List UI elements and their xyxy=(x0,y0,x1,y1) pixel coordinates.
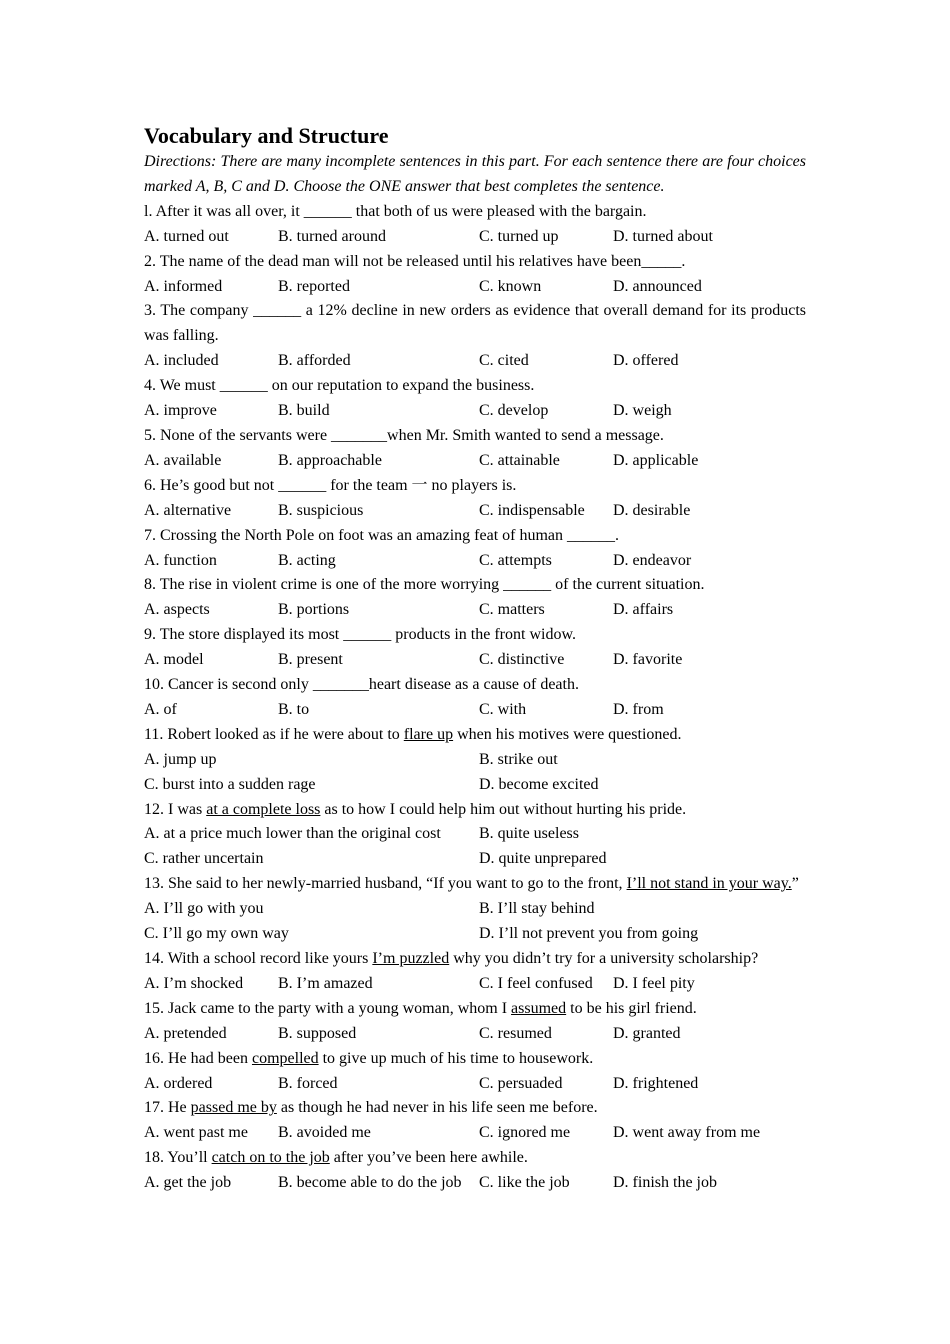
option-row xyxy=(144,748,806,773)
option-row xyxy=(144,822,806,847)
answer-option: A. informed xyxy=(144,277,223,295)
document-page xyxy=(144,122,806,1196)
answer-option: B. supposed xyxy=(278,1024,357,1042)
answer-option: A. aspects xyxy=(144,601,210,619)
answer-option: A. went past me xyxy=(144,1124,248,1142)
option-row xyxy=(144,349,806,374)
answer-option: D. I feel pity xyxy=(613,974,695,992)
answer-option: D. favorite xyxy=(613,651,683,669)
question-text: l. After it was all over, it ______ that both of us were pleased with the bargain. xyxy=(144,202,647,220)
option-row xyxy=(144,499,806,524)
underlined-phrase: catch on to the job xyxy=(211,1149,330,1167)
answer-option: C. cited xyxy=(479,352,529,370)
question-stem xyxy=(144,673,806,698)
question-text-end: when his motives were questioned. xyxy=(453,725,682,743)
question-item xyxy=(144,573,806,623)
option-row xyxy=(144,972,806,997)
option-row xyxy=(144,922,806,947)
answer-option: A. I’ll go with you xyxy=(144,900,264,918)
question-item xyxy=(144,947,806,997)
question-text-end: to be his girl friend. xyxy=(566,999,697,1017)
option-row xyxy=(144,549,806,574)
answer-option: A. turned out xyxy=(144,227,229,245)
underlined-phrase: passed me by xyxy=(190,1099,277,1117)
answer-option: C. with xyxy=(479,700,527,718)
question-text: 8. The rise in violent crime is one of the more worrying ______ of the current situation. xyxy=(144,576,705,594)
answer-option: A. available xyxy=(144,451,222,469)
answer-option: A. at a price much lower than the original cost xyxy=(144,825,441,843)
option-row xyxy=(144,847,806,872)
option-row xyxy=(144,1121,806,1146)
question-item xyxy=(144,299,806,374)
question-text-end: to give up much of his time to housework. xyxy=(318,1049,594,1067)
answer-option: C. burst into a sudden rage xyxy=(144,775,316,793)
option-row xyxy=(144,598,806,623)
question-item xyxy=(144,1047,806,1097)
question-stem xyxy=(144,474,806,499)
answer-option: D. quite unprepared xyxy=(479,850,607,868)
question-text-end: as to how I could help him out without hurting his pride. xyxy=(320,800,687,818)
answer-option: B. to xyxy=(278,700,310,718)
question-stem xyxy=(144,1146,806,1171)
question-stem xyxy=(144,947,806,972)
option-row xyxy=(144,449,806,474)
answer-option: D. finish the job xyxy=(613,1174,717,1192)
question-text: 3. The company ______ a 12% decline in new orders as evidence that overall demand for its products was falling. xyxy=(144,302,806,345)
answer-option: A. model xyxy=(144,651,204,669)
answer-option: D. turned about xyxy=(613,227,713,245)
question-item xyxy=(144,798,806,873)
question-text: 10. Cancer is second only _______heart disease as a cause of death. xyxy=(144,676,579,694)
question-stem xyxy=(144,299,806,349)
answer-option: A. pretended xyxy=(144,1024,227,1042)
answer-option: A. alternative xyxy=(144,501,232,519)
underlined-phrase: flare up xyxy=(403,725,454,743)
question-item xyxy=(144,623,806,673)
question-stem xyxy=(144,424,806,449)
answer-option: D. offered xyxy=(613,352,679,370)
answer-option: D. applicable xyxy=(613,451,699,469)
answer-option: B. afforded xyxy=(278,352,351,370)
directions-text: Directions: There are many incomplete sentences in this part. For each sentence there are four choices marked A, B, C and D. Choose the ONE answer that best completes the sentence. xyxy=(144,153,806,195)
answer-option: C. attempts xyxy=(479,551,552,569)
question-text: 5. None of the servants were _______when Mr. Smith wanted to send a message. xyxy=(144,426,664,444)
option-row xyxy=(144,648,806,673)
question-stem xyxy=(144,1047,806,1072)
answer-option: A. included xyxy=(144,352,219,370)
answer-option: A. I’m shocked xyxy=(144,974,244,992)
question-item xyxy=(144,424,806,474)
question-text-end: as though he had never in his life seen me before. xyxy=(276,1099,598,1117)
answer-option: A. of xyxy=(144,700,177,718)
answer-option: B. forced xyxy=(278,1074,338,1092)
answer-option: B. reported xyxy=(278,277,350,295)
answer-option: C. I feel confused xyxy=(479,974,593,992)
question-stem xyxy=(144,623,806,648)
question-item xyxy=(144,1146,806,1196)
answer-option: B. build xyxy=(278,402,330,420)
answer-option: D. I’ll not prevent you from going xyxy=(479,925,699,943)
answer-option: B. acting xyxy=(278,551,336,569)
question-item xyxy=(144,997,806,1047)
question-text-end: after you’ve been here awhile. xyxy=(329,1149,528,1167)
question-stem xyxy=(144,374,806,399)
section-title: Vocabulary and Structure xyxy=(144,123,389,148)
underlined-phrase: at a complete loss xyxy=(206,800,321,818)
question-stem xyxy=(144,573,806,598)
question-text: 17. He xyxy=(144,1099,191,1117)
option-row xyxy=(144,698,806,723)
answer-option: D. weigh xyxy=(613,402,672,420)
answer-option: B. strike out xyxy=(479,750,558,768)
option-row xyxy=(144,225,806,250)
answer-option: D. endeavor xyxy=(613,551,692,569)
question-text: 11. Robert looked as if he were about to xyxy=(144,725,404,743)
underlined-phrase: compelled xyxy=(251,1049,319,1067)
answer-option: A. improve xyxy=(144,402,217,420)
underlined-phrase: assumed xyxy=(511,999,567,1017)
question-text: 4. We must ______ on our reputation to expand the business. xyxy=(144,377,535,395)
question-stem xyxy=(144,200,806,225)
answer-option: B. become able to do the job xyxy=(278,1174,462,1192)
answer-option: D. affairs xyxy=(613,601,674,619)
question-stem xyxy=(144,1096,806,1121)
question-stem xyxy=(144,524,806,549)
answer-option: C. persuaded xyxy=(479,1074,563,1092)
option-row xyxy=(144,399,806,424)
question-item xyxy=(144,474,806,524)
answer-option: B. present xyxy=(278,651,343,669)
answer-option: A. function xyxy=(144,551,217,569)
answer-option: B. quite useless xyxy=(479,825,579,843)
answer-option: C. indispensable xyxy=(479,501,585,519)
answer-option: A. ordered xyxy=(144,1074,213,1092)
question-text: 13. She said to her newly-married husband, “If you want to go to the front, xyxy=(144,875,627,893)
answer-option: B. I’m amazed xyxy=(278,974,373,992)
question-stem xyxy=(144,250,806,275)
answer-option: B. suspicious xyxy=(278,501,364,519)
question-item xyxy=(144,872,806,947)
answer-option: D. announced xyxy=(613,277,702,295)
question-text-end: why you didn’t try for a university scholarship? xyxy=(449,950,759,967)
question-text: 16. He had been xyxy=(144,1049,252,1067)
option-row xyxy=(144,1072,806,1097)
question-text: 18. You’ll xyxy=(144,1149,212,1167)
answer-option: C. like the job xyxy=(479,1174,570,1192)
question-stem xyxy=(144,872,806,897)
option-row xyxy=(144,1022,806,1047)
answer-option: C. attainable xyxy=(479,451,560,469)
answer-option: B. avoided me xyxy=(278,1124,371,1142)
answer-option: B. I’ll stay behind xyxy=(479,900,595,918)
answer-option: A. get the job xyxy=(144,1174,232,1192)
underlined-phrase: I’m puzzled xyxy=(372,950,450,967)
answer-option: C. turned up xyxy=(479,227,559,245)
answer-option: B. turned around xyxy=(278,227,386,245)
question-item xyxy=(144,524,806,574)
question-text: 6. He’s good but not ______ for the team 一 no players is. xyxy=(144,476,517,494)
answer-option: D. frightened xyxy=(613,1074,699,1092)
answer-option: D. desirable xyxy=(613,501,691,519)
answer-option: C. develop xyxy=(479,402,549,420)
answer-option: C. known xyxy=(479,277,542,295)
option-row xyxy=(144,773,806,798)
question-text-end: ” xyxy=(791,875,799,893)
question-stem xyxy=(144,723,806,748)
answer-option: D. went away from me xyxy=(613,1124,761,1142)
answer-option: C. resumed xyxy=(479,1024,552,1042)
question-item xyxy=(144,1096,806,1146)
question-text: 14. With a school record like yours xyxy=(144,950,373,967)
question-item xyxy=(144,250,806,300)
option-row xyxy=(144,897,806,922)
answer-option: C. matters xyxy=(479,601,545,619)
question-text: 2. The name of the dead man will not be released until his relatives have been_____. xyxy=(144,252,686,270)
answer-option: B. portions xyxy=(278,601,350,619)
question-text: 15. Jack came to the party with a young woman, whom I xyxy=(144,999,512,1017)
option-row xyxy=(144,1171,806,1196)
question-list xyxy=(144,200,806,1196)
question-stem xyxy=(144,997,806,1022)
question-item xyxy=(144,723,806,798)
answer-option: D. granted xyxy=(613,1024,681,1042)
answer-option: D. become excited xyxy=(479,775,599,793)
answer-option: C. ignored me xyxy=(479,1124,571,1142)
answer-option: D. from xyxy=(613,700,664,718)
question-stem xyxy=(144,798,806,823)
question-item xyxy=(144,374,806,424)
answer-option: C. distinctive xyxy=(479,651,565,669)
question-item xyxy=(144,673,806,723)
question-text: 9. The store displayed its most ______ products in the front widow. xyxy=(144,626,576,644)
question-text: 12. I was xyxy=(144,800,207,818)
question-item xyxy=(144,200,806,250)
answer-option: B. approachable xyxy=(278,451,382,469)
answer-option: C. I’ll go my own way xyxy=(144,925,289,943)
question-text: 7. Crossing the North Pole on foot was an amazing feat of human ______. xyxy=(144,526,620,544)
option-row xyxy=(144,275,806,300)
answer-option: C. rather uncertain xyxy=(144,850,264,868)
answer-option: A. jump up xyxy=(144,750,217,768)
underlined-phrase: I’ll not stand in your way. xyxy=(626,875,792,893)
